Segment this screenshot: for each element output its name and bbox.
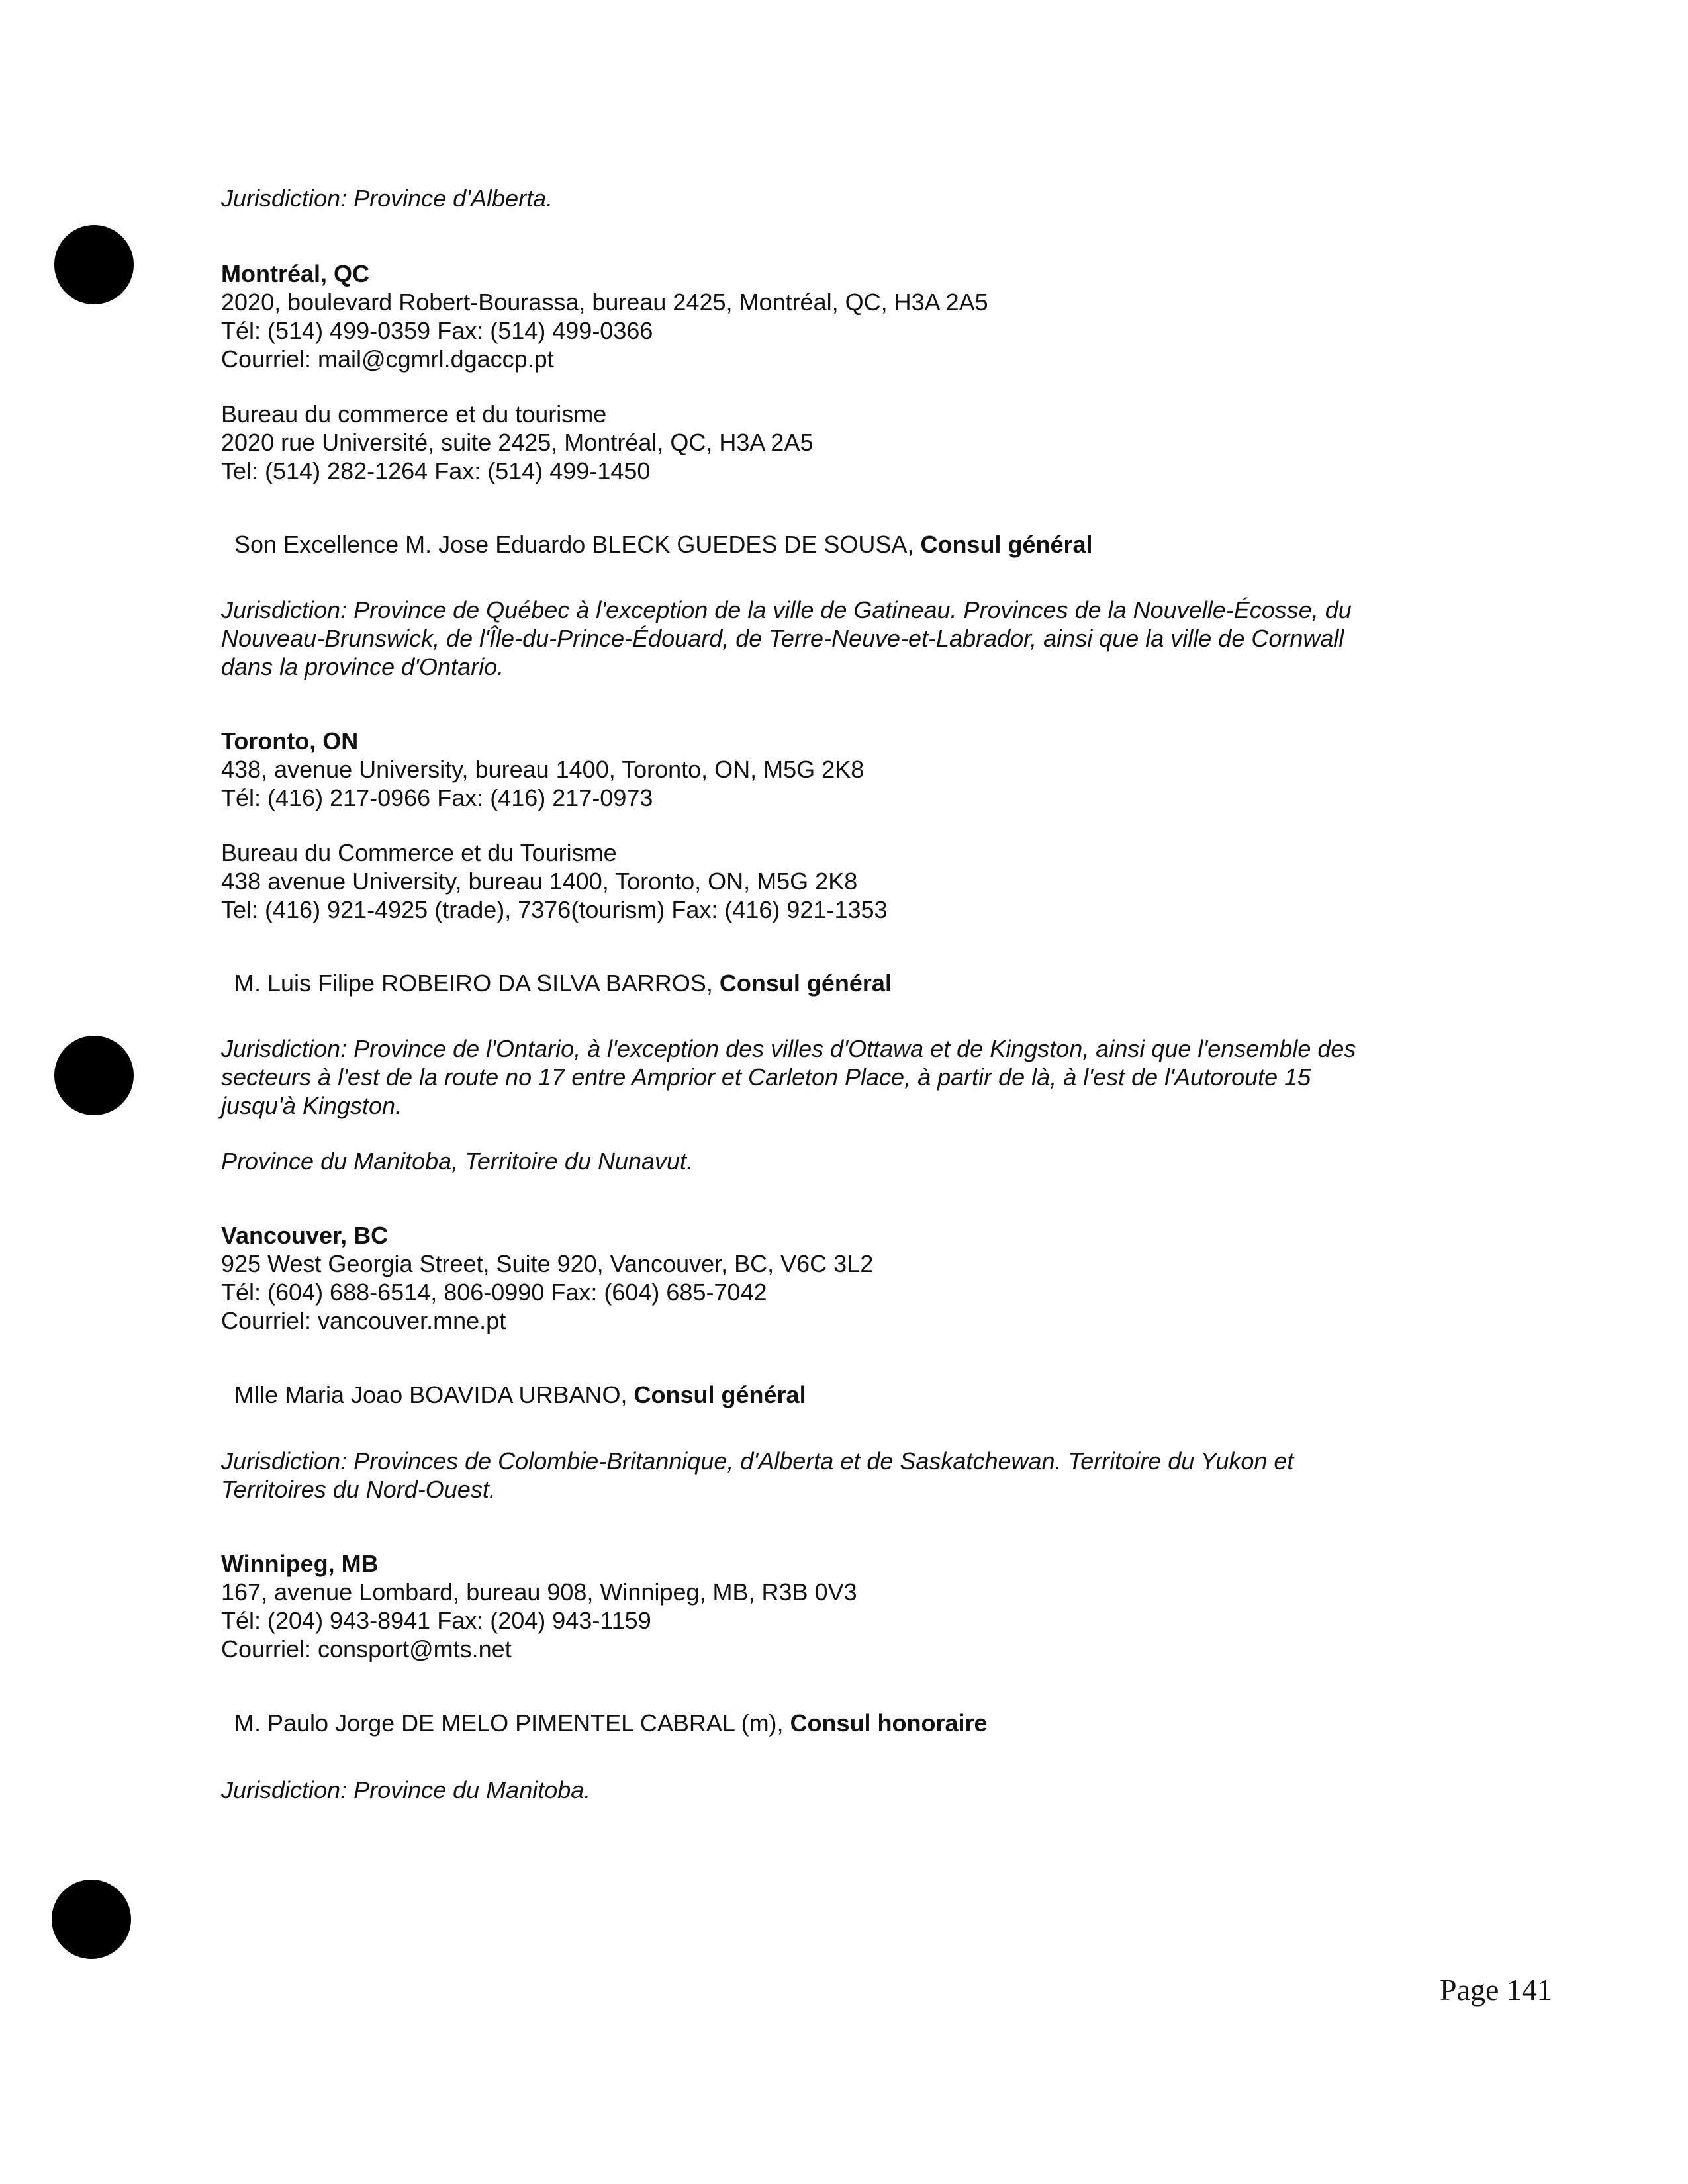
toronto-official bbox=[234, 969, 892, 997]
montreal-tel: Tél: (514) 499-0359 Fax: (514) 499-0366 bbox=[221, 317, 653, 344]
toronto-city: Toronto, ON bbox=[221, 727, 359, 754]
toronto-jurisdiction-extra: Province du Manitoba, Territoire du Nunavut. bbox=[221, 1148, 694, 1175]
montreal-office-address: 2020 rue Université, suite 2425, Montréal, QC, H3A 2A5 bbox=[221, 429, 814, 456]
winnipeg-official bbox=[234, 1709, 988, 1737]
montreal-jurisdiction-line-2: Nouveau-Brunswick, de l'Île-du-Prince-Édouard, de Terre-Neuve-et-Labrador, ainsi que la ville de Cornwall bbox=[221, 625, 1344, 652]
winnipeg-official-name: M. Paulo Jorge DE MELO PIMENTEL CABRAL (m), bbox=[234, 1709, 790, 1737]
toronto-office-tel: Tel: (416) 921-4925 (trade), 7376(tourism) Fax: (416) 921-1353 bbox=[221, 896, 888, 923]
toronto-jurisdiction-line-1: Jurisdiction: Province de l'Ontario, à l'exception des villes d'Ottawa et de Kingston, ainsi que l'ensemble des bbox=[221, 1035, 1356, 1062]
montreal-jurisdiction-line-3: dans la province d'Ontario. bbox=[221, 653, 504, 680]
vancouver-city: Vancouver, BC bbox=[221, 1222, 389, 1249]
vancouver-official-title: Consul général bbox=[633, 1381, 806, 1408]
winnipeg-tel: Tél: (204) 943-8941 Fax: (204) 943-1159 bbox=[221, 1607, 651, 1634]
winnipeg-official-title: Consul honoraire bbox=[790, 1709, 988, 1737]
montreal-office-tel: Tel: (514) 282-1264 Fax: (514) 499-1450 bbox=[221, 457, 651, 484]
montreal-email: Courriel: mail@cgmrl.dgaccp.pt bbox=[221, 345, 554, 373]
vancouver-email: Courriel: vancouver.mne.pt bbox=[221, 1307, 506, 1334]
toronto-official-title: Consul général bbox=[719, 970, 892, 997]
toronto-office-address: 438 avenue University, bureau 1400, Toronto, ON, M5G 2K8 bbox=[221, 868, 858, 895]
toronto-official-name: M. Luis Filipe ROBEIRO DA SILVA BARROS, bbox=[234, 970, 720, 997]
toronto-jurisdiction-line-3: jusqu'à Kingston. bbox=[221, 1092, 402, 1119]
montreal-jurisdiction-line-1: Jurisdiction: Province de Québec à l'exception de la ville de Gatineau. Provinces de la Nouvelle-Écosse, du bbox=[221, 596, 1352, 623]
toronto-tel: Tél: (416) 217-0966 Fax: (416) 217-0973 bbox=[221, 784, 653, 811]
toronto-office-name: Bureau du Commerce et du Tourisme bbox=[221, 839, 617, 866]
winnipeg-jurisdiction: Jurisdiction: Province du Manitoba. bbox=[221, 1776, 591, 1803]
binder-hole-bottom bbox=[52, 1880, 131, 1959]
binder-hole-top bbox=[54, 225, 134, 304]
montreal-office-name: Bureau du commerce et du tourisme bbox=[221, 400, 607, 428]
vancouver-jurisdiction-line-2: Territoires du Nord-Ouest. bbox=[221, 1476, 496, 1503]
montreal-city: Montréal, QC bbox=[221, 260, 370, 287]
winnipeg-address: 167, avenue Lombard, bureau 908, Winnipeg, MB, R3B 0V3 bbox=[221, 1578, 857, 1606]
toronto-jurisdiction-line-2: secteurs à l'est de la route no 17 entre Amprior et Carleton Place, à partir de là, à l'est de l'Autoroute 15 bbox=[221, 1064, 1311, 1091]
vancouver-official-name: Mlle Maria Joao BOAVIDA URBANO, bbox=[234, 1381, 634, 1408]
vancouver-official bbox=[234, 1381, 806, 1409]
montreal-address: 2020, boulevard Robert-Bourassa, bureau 2425, Montréal, QC, H3A 2A5 bbox=[221, 289, 988, 316]
vancouver-jurisdiction-line-1: Jurisdiction: Provinces de Colombie-Britannique, d'Alberta et de Saskatchewan. Territoire du Yukon et bbox=[221, 1447, 1294, 1475]
winnipeg-city: Winnipeg, MB bbox=[221, 1550, 379, 1577]
winnipeg-email: Courriel: consport@mts.net bbox=[221, 1635, 512, 1662]
vancouver-address: 925 West Georgia Street, Suite 920, Vancouver, BC, V6C 3L2 bbox=[221, 1250, 874, 1277]
montreal-official-title: Consul général bbox=[920, 531, 1093, 558]
page-number: Page 141 bbox=[1440, 1973, 1552, 2007]
toronto-address: 438, avenue University, bureau 1400, Toronto, ON, M5G 2K8 bbox=[221, 756, 865, 783]
montreal-official-name: Son Excellence M. Jose Eduardo BLECK GUEDES DE SOUSA, bbox=[234, 531, 921, 558]
vancouver-tel: Tél: (604) 688-6514, 806-0990 Fax: (604) 685-7042 bbox=[221, 1279, 767, 1306]
binder-hole-middle bbox=[54, 1036, 134, 1115]
montreal-official bbox=[234, 530, 1093, 559]
top-jurisdiction: Jurisdiction: Province d'Alberta. bbox=[221, 185, 553, 212]
